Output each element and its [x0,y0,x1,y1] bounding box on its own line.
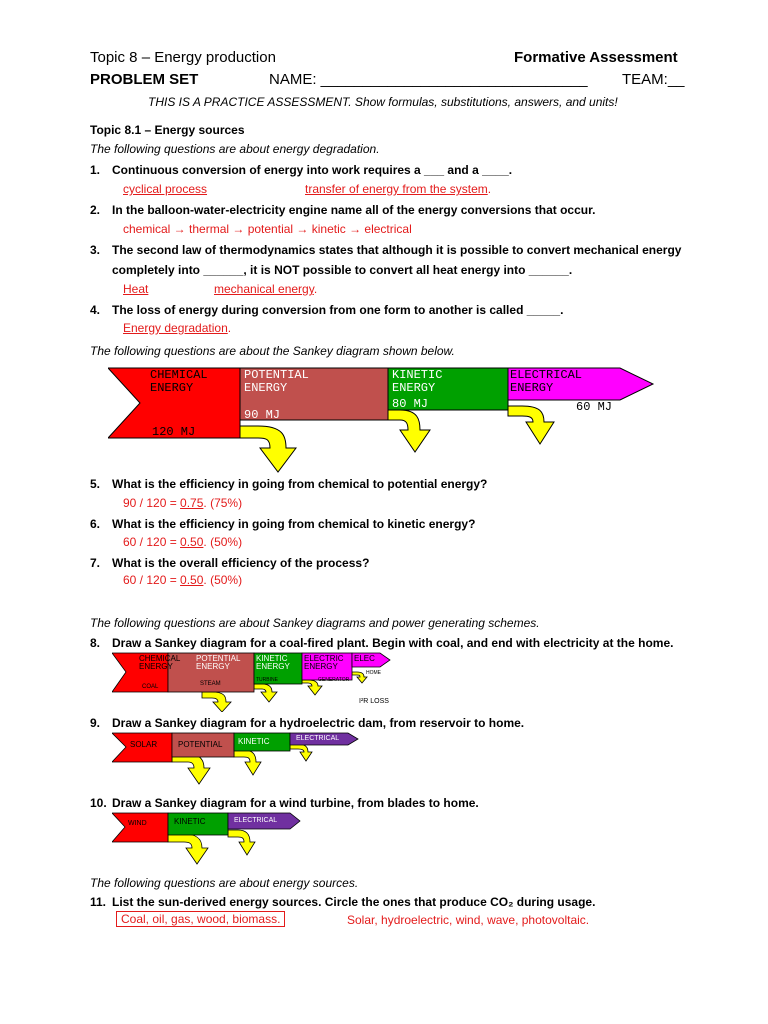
label-chemical-value: 120 MJ [152,425,196,439]
answer-3b: mechanical energy. [214,282,318,296]
sankey-main [108,364,656,474]
team-field: TEAM:__ [622,71,685,88]
answer-2: chemical → thermal → potential → kinetic → electrical [123,222,412,236]
question-5: 5. What is the efficiency in going from chemical to potential energy? [90,477,488,491]
coal-label-home: HOME [366,670,381,676]
hydro-label-electrical: ELECTRICAL [296,735,340,742]
question-4: 4. The loss of energy during conversion from one form to another is called _____. [90,303,564,317]
assessment-label: Formative Assessment [514,49,678,66]
loss-arrow-3 [508,406,554,444]
coal-label-loss: I²R LOSS [359,698,389,705]
coal-label-coal: COAL [142,684,159,690]
section-title: Topic 8.1 – Energy sources [90,123,245,137]
intro-degradation: The following questions are about energy degradation. [90,142,380,156]
answer-3a: Heat [123,282,149,296]
coal-label-chemical: CHEMICAL ENERGY [139,654,181,671]
name-field: NAME: ________________________________ [269,71,588,88]
answer-11-others: Solar, hydroelectric, wind, wave, photovoltaic. [347,913,590,927]
hydro-label-solar: SOLAR [130,740,158,749]
loss-arrow-2 [388,410,430,452]
question-9: 9. Draw a Sankey diagram for a hydroelectric dam, from reservoir to home. [90,716,525,730]
label-potential-value: 90 MJ [244,408,281,422]
coal-label-kinetic: KINETIC ENERGY [256,654,290,671]
question-3-cont: completely into ______, it is NOT possible to convert all heat energy into ______. [112,263,573,277]
answer-6: 60 / 120 = 0.50. (50%) [123,535,243,549]
answer-7: 60 / 120 = 0.50. (50%) [123,573,243,587]
coal-label-electric: ELECTRIC ENERGY [304,654,344,671]
label-kinetic: KINETIC ENERGY [392,368,443,395]
question-2: 2. In the balloon-water-electricity engine name all of the energy conversions that occur. [90,203,596,217]
answer-1a: cyclical process [123,182,208,196]
label-kinetic-value: 80 MJ [392,397,429,411]
question-7: 7. What is the overall efficiency of the process? [90,556,370,570]
question-11: 11. List the sun-derived energy sources. Circle the ones that produce CO₂ during usage. [90,895,596,909]
practice-notice: THIS IS A PRACTICE ASSESSMENT. Show formulas, substitutions, answers, and units! [148,95,618,109]
loss-arrow-1 [240,426,296,472]
answer-11-circled: Coal, oil, gas, wood, biomass. [116,911,285,927]
hydro-label-kinetic: KINETIC [238,737,270,746]
coal-label-turbine: TURBINE [256,677,278,683]
hydro-label-potential: POTENTIAL [178,740,223,749]
coal-label-elec: ELEC [354,654,375,663]
topic-title: Topic 8 – Energy production [90,49,276,66]
label-chemical: CHEMICAL ENERGY [150,368,208,395]
wind-label-electrical: ELECTRICAL [234,817,278,824]
sankey-hydro [112,732,372,787]
question-1: 1. Continuous conversion of energy into work requires a ___ and a ____. [90,163,513,177]
label-electrical-value: 60 MJ [576,400,613,414]
sankey-coal [112,652,402,712]
wind-label-wind: WIND [128,820,147,827]
problem-set-label: PROBLEM SET [90,71,199,88]
coal-label-potential: POTENTIAL ENERGY [196,654,241,671]
answer-5: 90 / 120 = 0.75. (75%) [123,496,243,510]
intro-power-schemes: The following questions are about Sankey diagrams and power generating schemes. [90,616,540,630]
answer-4: Energy degradation. [123,321,232,335]
wind-label-kinetic: KINETIC [174,817,206,826]
label-potential: POTENTIAL ENERGY [244,368,309,395]
coal-label-steam: STEAM [200,681,221,687]
question-3: 3. The second law of thermodynamics states that although it is possible to convert mechanical energy [90,243,682,257]
question-10: 10. Draw a Sankey diagram for a wind turbine, from blades to home. [90,796,479,810]
coal-label-generator: GENERATOR [318,677,350,683]
intro-energy-sources: The following questions are about energy sources. [90,876,359,890]
answer-1b: transfer of energy from the system. [305,182,492,196]
intro-sankey: The following questions are about the Sankey diagram shown below. [90,344,455,358]
label-electrical: ELECTRICAL ENERGY [510,368,583,395]
question-8: 8. Draw a Sankey diagram for a coal-fired plant. Begin with coal, and end with electricity at the home. [90,636,674,650]
sankey-wind [112,812,312,867]
question-6: 6. What is the efficiency in going from chemical to kinetic energy? [90,517,476,531]
